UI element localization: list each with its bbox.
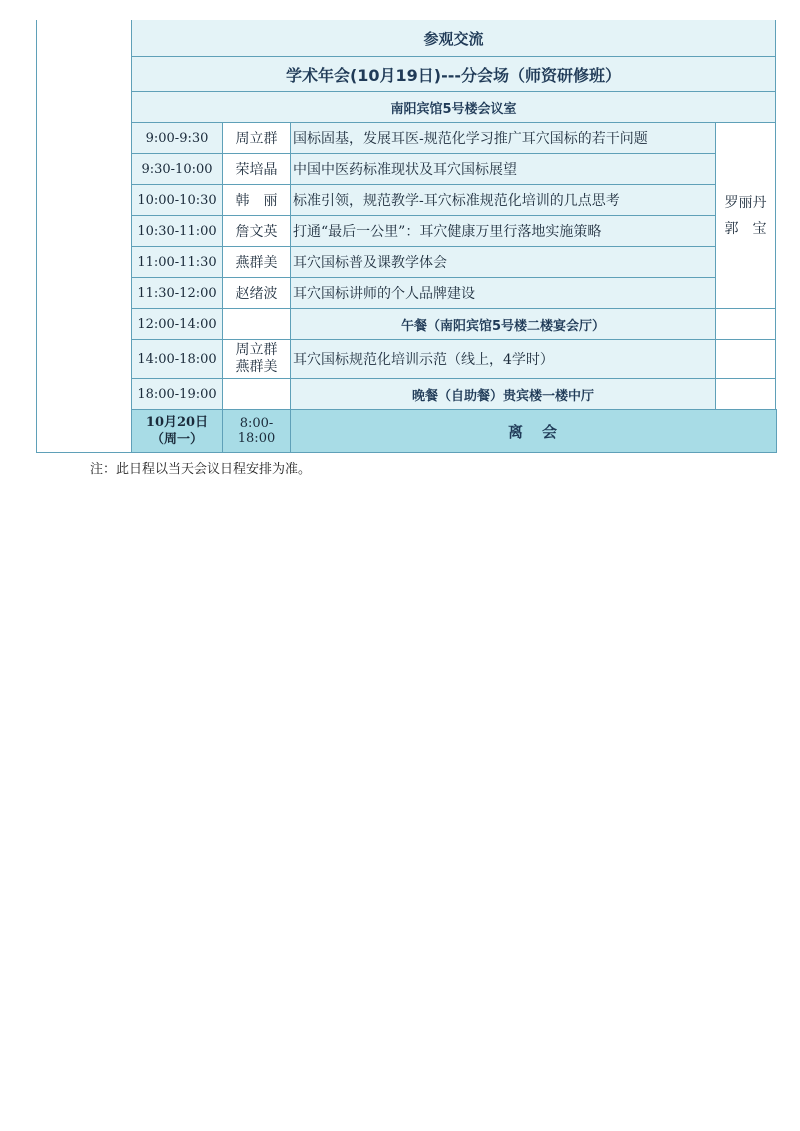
topic-cell: 中国中医药标准现状及耳穴国标展望	[291, 154, 716, 185]
training-row	[37, 340, 777, 379]
speaker-cell-empty	[223, 379, 291, 410]
schedule-table	[36, 20, 777, 453]
table-row	[37, 123, 777, 154]
topic-cell: 标准引领，规范教学-耳穴标准规范化培训的几点思考	[291, 185, 716, 216]
topic-cell: 打通“最后一公里”：耳穴健康万里行落地实施策略	[291, 216, 716, 247]
time-cell: 9:00-9:30	[132, 123, 223, 154]
lunch-row	[37, 309, 777, 340]
host-cell-empty	[716, 340, 776, 379]
departure-date: 10月20日	[145, 415, 209, 430]
host-name: 郭 宝	[724, 220, 767, 237]
speaker-cell: 詹文英	[223, 216, 291, 247]
speaker-cell: 燕群美	[223, 247, 291, 278]
departure-time: 8:00-18:00	[223, 410, 291, 453]
dinner-row	[37, 379, 777, 410]
host-cell-empty	[716, 309, 776, 340]
speaker-cell: 韩 丽	[223, 185, 291, 216]
table-row	[37, 278, 777, 309]
time-cell: 12:00-14:00	[132, 309, 223, 340]
departure-row	[37, 410, 777, 453]
topic-cell: 耳穴国标规范化培训示范（线上，4学时）	[291, 340, 716, 379]
table-row	[37, 216, 777, 247]
topic-cell: 耳穴国标普及课教学体会	[291, 247, 716, 278]
time-cell: 10:30-11:00	[132, 216, 223, 247]
speaker-name: 燕群美	[235, 359, 278, 375]
speaker-name: 周立群	[235, 342, 278, 358]
band-row-venue	[37, 92, 777, 123]
time-cell: 11:00-11:30	[132, 247, 223, 278]
time-cell: 11:30-12:00	[132, 278, 223, 309]
day-column-blank	[37, 20, 132, 453]
band-row-session	[37, 57, 777, 92]
speaker-cell: 赵绪波	[223, 278, 291, 309]
table-row	[37, 154, 777, 185]
departure-label: 离 会	[291, 410, 777, 453]
host-cell-empty	[716, 379, 776, 410]
band-session-title: 学术年会(10月19日)---分会场（师资研修班）	[132, 57, 776, 92]
table-row	[37, 247, 777, 278]
time-cell: 14:00-18:00	[132, 340, 223, 379]
speaker-cell: 周立群	[223, 123, 291, 154]
time-cell: 18:00-19:00	[132, 379, 223, 410]
time-cell: 10:00-10:30	[132, 185, 223, 216]
table-row	[37, 185, 777, 216]
topic-cell: 耳穴国标讲师的个人品牌建设	[291, 278, 716, 309]
speaker-cell: 荣培晶	[223, 154, 291, 185]
band-row-visit	[37, 20, 777, 57]
host-cell	[716, 123, 776, 309]
dinner-label: 晚餐（自助餐）贵宾楼一楼中厅	[291, 379, 716, 410]
time-cell: 9:30-10:00	[132, 154, 223, 185]
band-visit: 参观交流	[132, 20, 776, 57]
topic-cell: 国标固基，发展耳医-规范化学习推广耳穴国标的若干问题	[291, 123, 716, 154]
departure-weekday: （周一）	[150, 432, 203, 447]
host-name: 罗丽丹	[724, 194, 767, 211]
speaker-cell	[223, 340, 291, 379]
lunch-label: 午餐（南阳宾馆5号楼二楼宴会厅）	[291, 309, 716, 340]
band-venue: 南阳宾馆5号楼会议室	[132, 92, 776, 123]
departure-date-cell	[132, 410, 223, 453]
footnote: 注：此日程以当天会议日程安排为准。	[90, 462, 312, 477]
speaker-cell-empty	[223, 309, 291, 340]
